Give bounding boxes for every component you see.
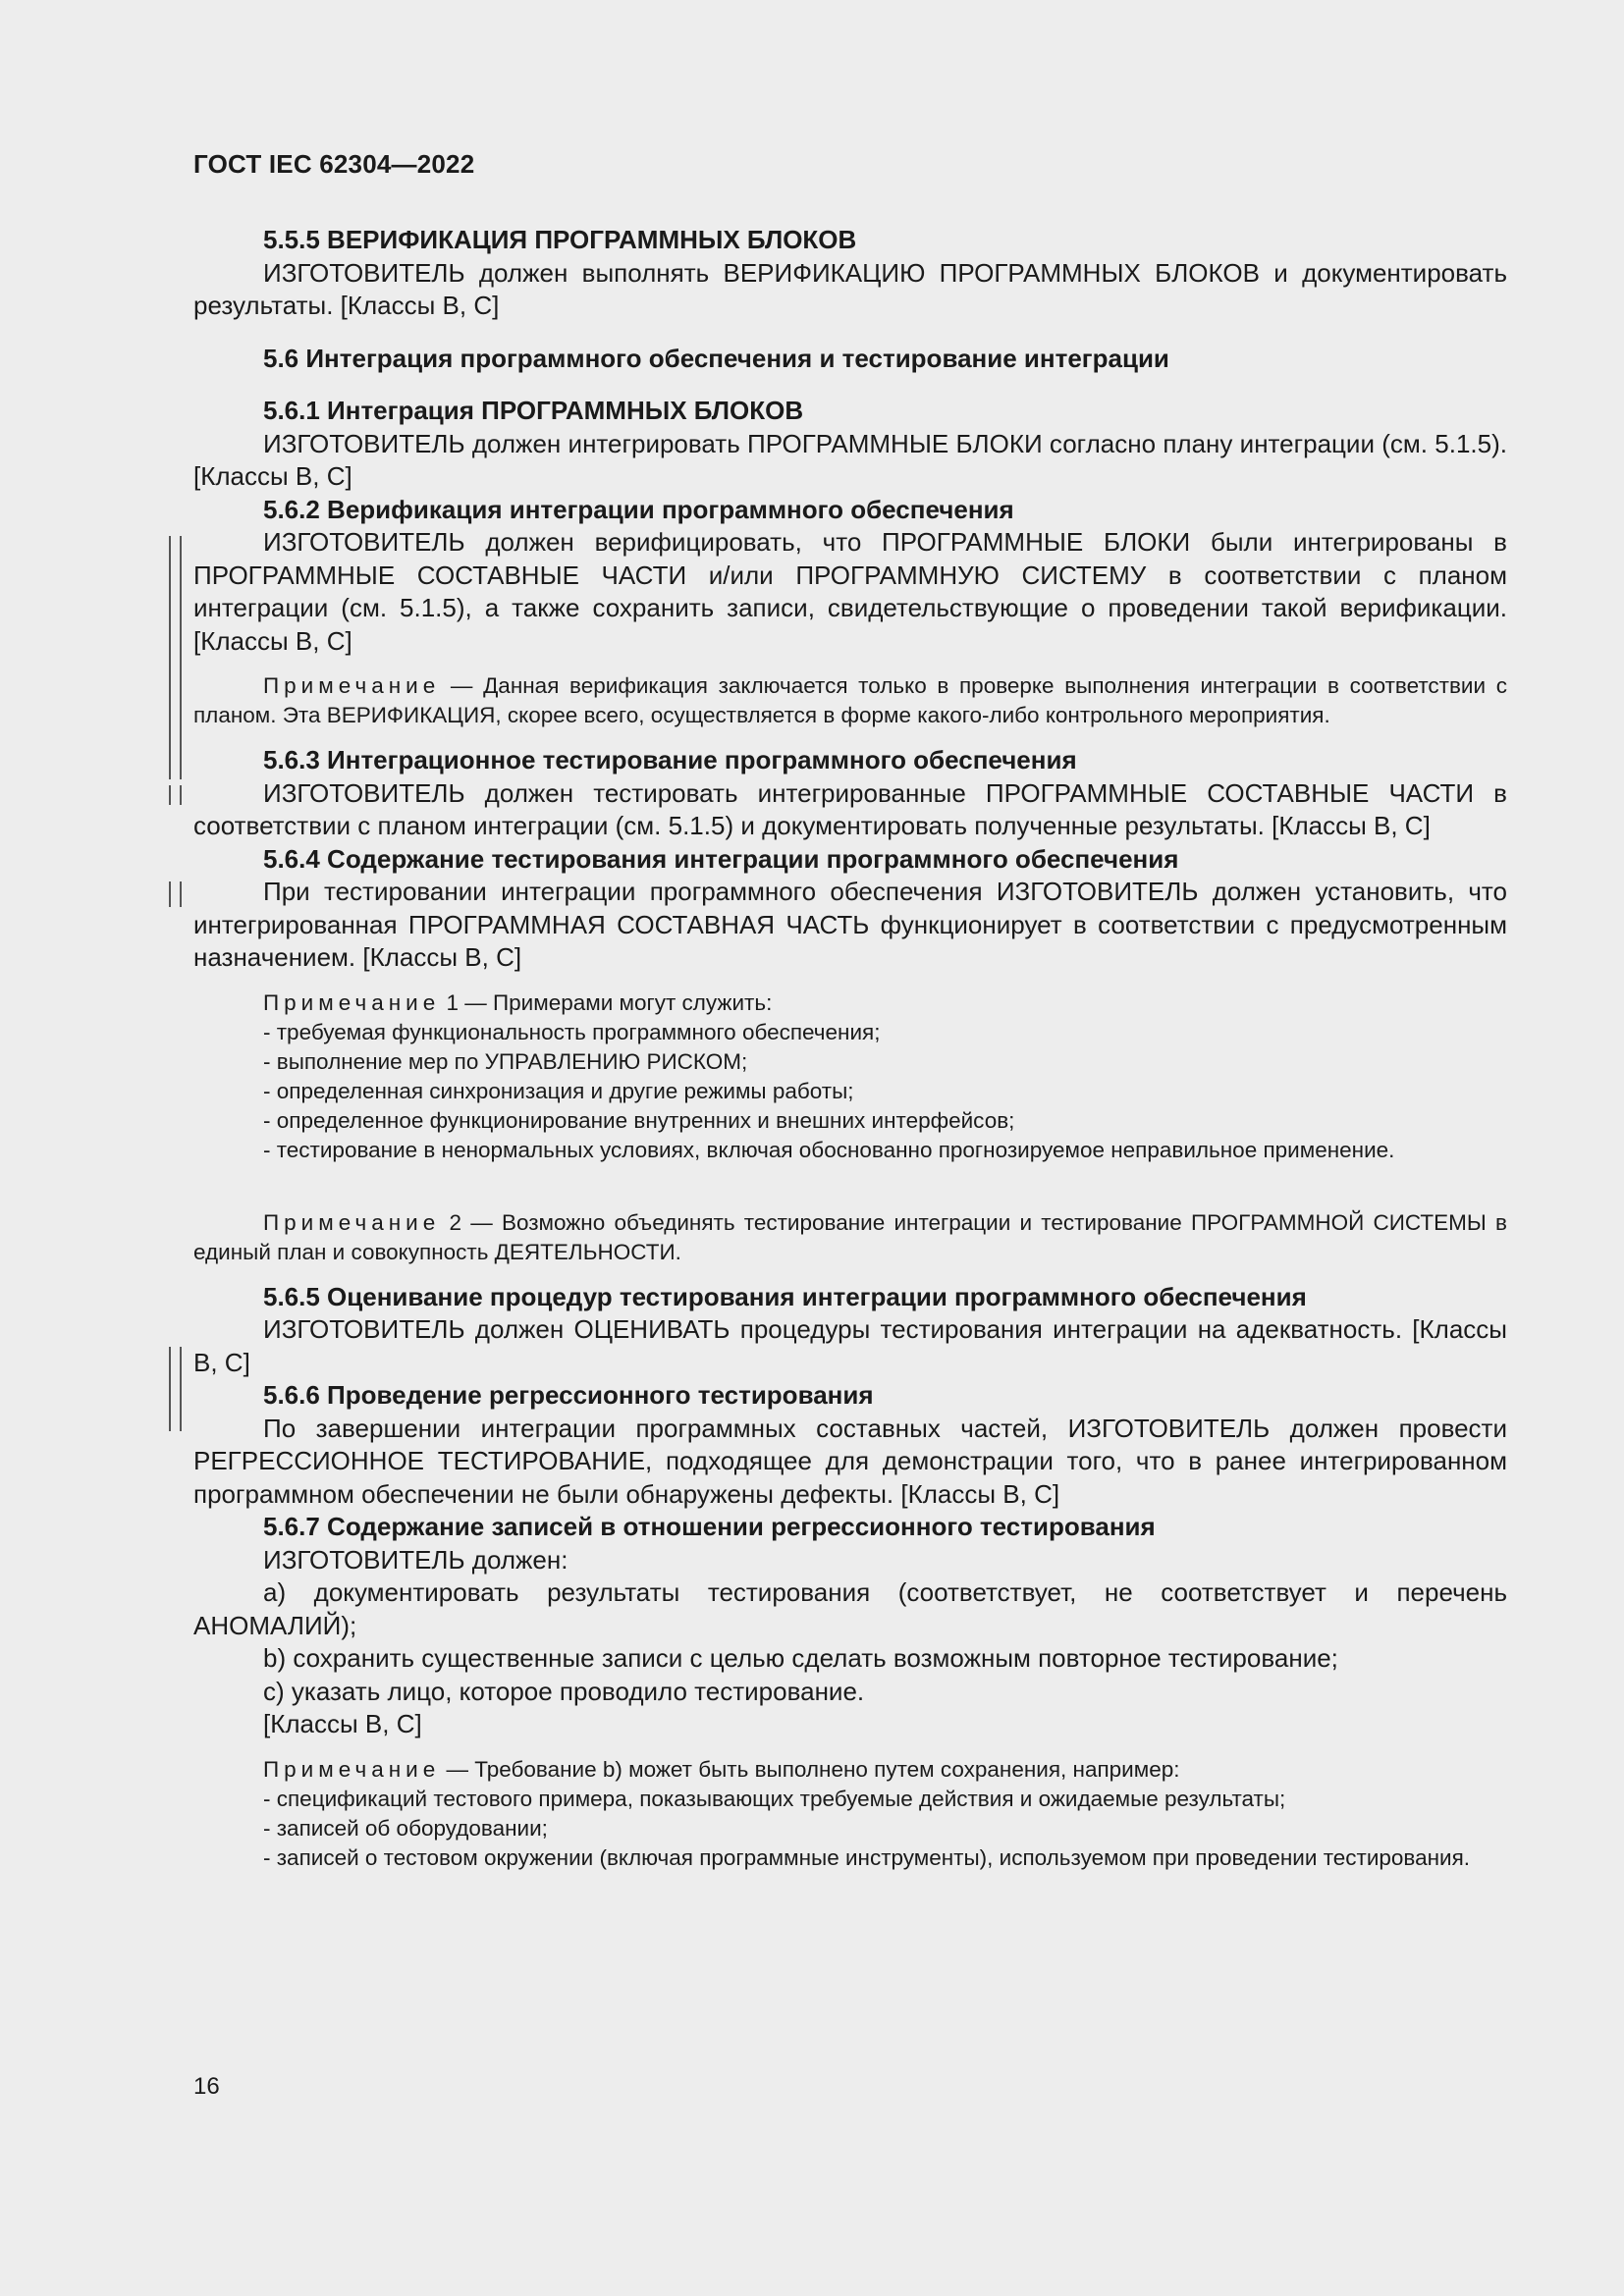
section-heading-5-6-3: 5.6.3 Интеграционное тестирование программного обеспечения	[263, 745, 1077, 774]
note-label: Примечание	[263, 673, 441, 698]
list-item-c: с) указать лицо, которое проводило тестирование.	[263, 1676, 865, 1706]
note-5-6-2	[193, 671, 1507, 730]
list-item-b: b) сохранить существенные записи с целью сделать возможным повторное тестирование;	[263, 1643, 1338, 1673]
section-heading-5-6-1: 5.6.1 Интеграция ПРОГРАММНЫХ БЛОКОВ	[263, 396, 804, 425]
section-heading-5-6-7: 5.6.7 Содержание записей в отношении регрессионного тестирования	[263, 1512, 1156, 1541]
note-1-5-6-4	[193, 988, 1507, 1018]
note-label: Примечание	[263, 1756, 441, 1782]
section-heading-5-5-5: 5.5.5 ВЕРИФИКАЦИЯ ПРОГРАММНЫХ БЛОКОВ	[263, 225, 857, 254]
note-text: 1 — Примерами могут служить:	[440, 989, 773, 1015]
list-item: - записей об оборудовании;	[263, 1815, 548, 1841]
document-header-title: ГОСТ IEC 62304—2022	[193, 149, 475, 179]
note-5-6-7	[193, 1755, 1507, 1785]
list-item: - требуемая функциональность программного обеспечения;	[263, 1019, 881, 1044]
revision-bar	[169, 881, 182, 907]
list-item: - определенная синхронизация и другие режимы работы;	[263, 1078, 854, 1103]
section-text-5-6-2: ИЗГОТОВИТЕЛЬ должен верифицировать, что ПРОГРАММНЫЕ БЛОКИ были интегрированы в ПРОГРАММНЫЕ СОСТАВНЫЕ ЧАСТИ и/или ПРОГРАММНУЮ СИСТЕМУ в соответствии с планом интеграции (см. 5.1.5), а также сохранить записи, свидетельствующие о проведении такой верификации. [Классы В, С]	[193, 527, 1507, 656]
note-text: — Требование b) может быть выполнено путем сохранения, например:	[440, 1756, 1180, 1782]
section-text-5-6-5: ИЗГОТОВИТЕЛЬ должен ОЦЕНИВАТЬ процедуры тестирования интеграции на адекватность. [Классы В, С]	[193, 1314, 1507, 1377]
note-text: — Данная верификация заключается только в проверке выполнения интеграции в соответствии с планом. Эта ВЕРИФИКАЦИЯ, скорее всего, осуществляется в форме какого-либо контрольного мероприятия.	[193, 673, 1507, 727]
revision-bar	[169, 536, 182, 779]
note-label: Примечание	[263, 1209, 441, 1235]
section-heading-5-6-6: 5.6.6 Проведение регрессионного тестирования	[263, 1380, 874, 1410]
section-text-5-6-3: ИЗГОТОВИТЕЛЬ должен тестировать интегрированные ПРОГРАММНЫЕ СОСТАВНЫЕ ЧАСТИ в соответствии с планом интеграции (см. 5.1.5) и документировать полученные результаты. [Классы В, С]	[193, 777, 1507, 840]
list-item: - тестирование в ненормальных условиях, включая обоснованно прогнозируемое неправильное применение.	[263, 1137, 1395, 1162]
section-text-5-6-4: При тестировании интеграции программного обеспечения ИЗГОТОВИТЕЛЬ должен установить, что интегрированная ПРОГРАММНАЯ СОСТАВНАЯ ЧАСТЬ функционирует в соответствии с предусмотренным назначением. [Классы В, С]	[193, 877, 1507, 972]
note-2-5-6-4	[193, 1208, 1507, 1267]
page-number: 16	[193, 2073, 220, 2100]
section-heading-5-6-5: 5.6.5 Оценивание процедур тестирования интеграции программного обеспечения	[263, 1281, 1307, 1311]
section-text-5-6-6: По завершении интеграции программных составных частей, ИЗГОТОВИТЕЛЬ должен провести РЕГРЕССИОННОЕ ТЕСТИРОВАНИЕ, подходящее для демонстрации того, что в ранее интегрированном программном обеспечении не были обнаружены дефекты. [Классы В, С]	[193, 1413, 1507, 1509]
revision-bar	[169, 1347, 182, 1431]
section-text-5-6-7-intro: ИЗГОТОВИТЕЛЬ должен:	[263, 1544, 568, 1575]
section-heading-5-6: 5.6 Интеграция программного обеспечения и тестирование интеграции	[263, 343, 1169, 373]
section-heading-5-6-4: 5.6.4 Содержание тестирования интеграции программного обеспечения	[263, 843, 1179, 874]
section-heading-5-6-2: 5.6.2 Верификация интеграции программного обеспечения	[263, 494, 1014, 524]
list-item: - выполнение мер по УПРАВЛЕНИЮ РИСКОМ;	[263, 1048, 748, 1074]
list-item: - определенное функционирование внутренних и внешних интерфейсов;	[263, 1107, 1015, 1133]
section-text-5-5-5: ИЗГОТОВИТЕЛЬ должен выполнять ВЕРИФИКАЦИЮ ПРОГРАММНЫХ БЛОКОВ и документировать результаты. [Классы В, С]	[193, 257, 1507, 320]
revision-bar	[169, 785, 182, 805]
document-body	[193, 224, 1507, 1873]
list-item-a: а) документировать результаты тестирования (соответствует, не соответствует и перечень АНОМАЛИЙ);	[193, 1577, 1507, 1640]
note-label: Примечание	[263, 989, 441, 1015]
list-item: - записей о тестовом окружении (включая программные инструменты), используемом при проведении тестирования.	[263, 1844, 1471, 1870]
note-text: 2 — Возможно объединять тестирование интеграции и тестирование ПРОГРАММНОЙ СИСТЕМЫ в единый план и совокупность ДЕЯТЕЛЬНОСТИ.	[193, 1209, 1507, 1264]
classes-label: [Классы В, С]	[263, 1709, 422, 1738]
list-item: - спецификаций тестового примера, показывающих требуемые действия и ожидаемые результаты;	[263, 1786, 1286, 1811]
section-text-5-6-1: ИЗГОТОВИТЕЛЬ должен интегрировать ПРОГРАММНЫЕ БЛОКИ согласно плану интеграции (см. 5.1.5). [Классы В, С]	[193, 428, 1507, 491]
